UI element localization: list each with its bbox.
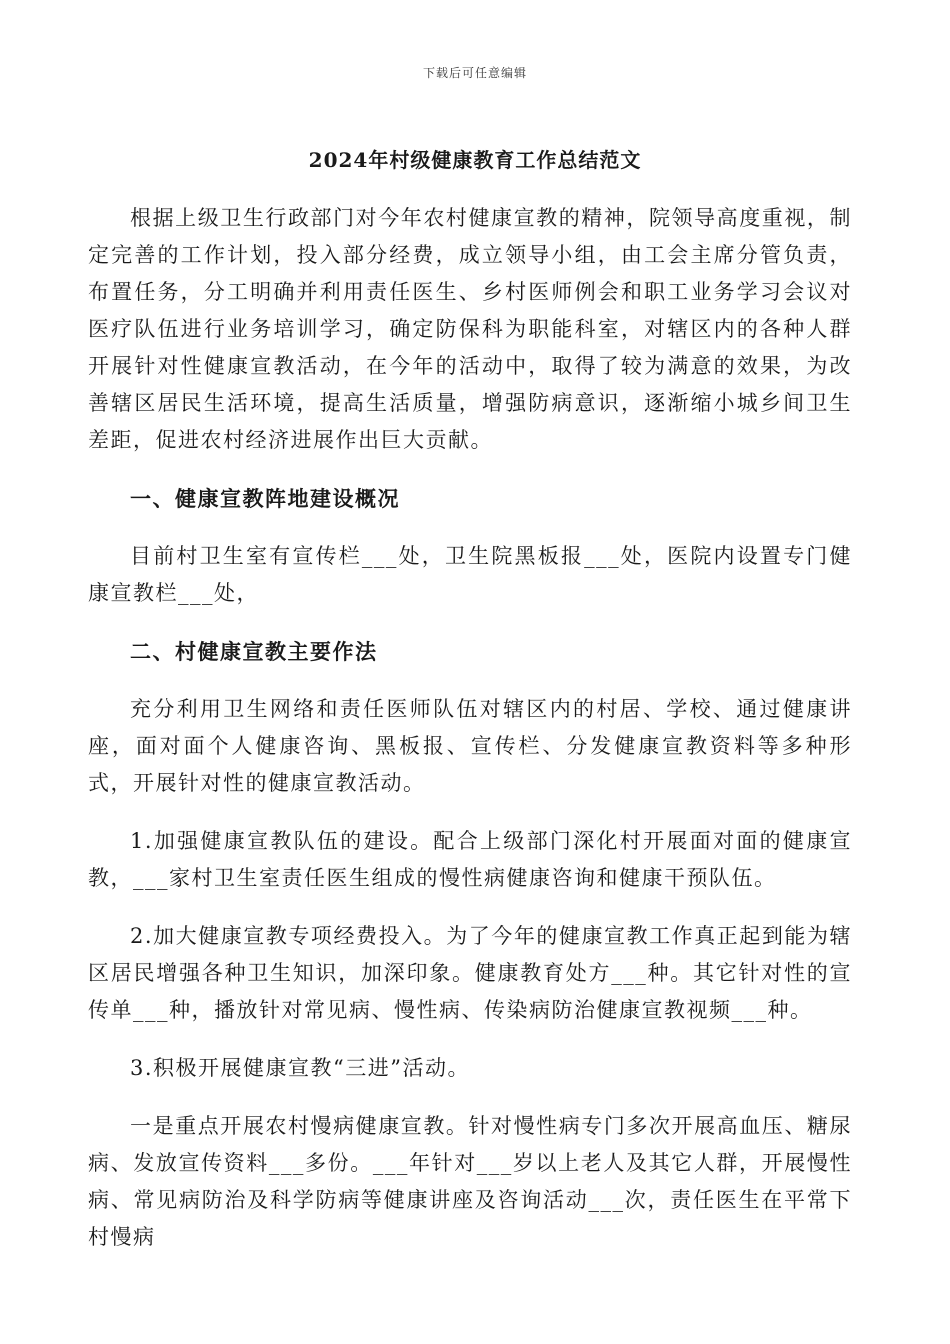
paragraph-item-1: 1.加强健康宣教队伍的建设。配合上级部门深化村开展面对面的健康宣教，___家村卫生室责任医生组成的慢性病健康咨询和健康干预队伍。 xyxy=(88,829,852,890)
section-heading-1: 一、健康宣教阵地建设概况 xyxy=(130,486,400,511)
paragraph-chronic-disease: 一是重点开展农村慢病健康宣教。针对慢性病专门多次开展高血压、糖尿病、发放宣传资料___多份。___年针对___岁以上老人及其它人群，开展慢性病、常见病防治及科学防病等健康讲座及咨询活动___次，责任医生在平常下村慢病 xyxy=(88,1114,852,1249)
document-title: 2024年村级健康教育工作总结范文 xyxy=(308,148,642,172)
section-heading-2: 二、村健康宣教主要作法 xyxy=(130,639,378,664)
paragraph-item-2: 2.加大健康宣教专项经费投入。为了今年的健康宣教工作真正起到能为辖区居民增强各种卫生知识，加深印象。健康教育处方___种。其它针对性的宣传单___种，播放针对常见病、慢性病、传染病防治健康宣教视频___种。 xyxy=(88,924,852,1022)
document-body xyxy=(88,200,852,1277)
paragraph-methods: 充分利用卫生网络和责任医师队伍对辖区内的村居、学校、通过健康讲座，面对面个人健康咨询、黑板报、宣传栏、分发健康宣教资料等多种形式，开展针对性的健康宣教活动。 xyxy=(88,697,852,795)
paragraph-intro: 根据上级卫生行政部门对今年农村健康宣教的精神，院领导高度重视，制定完善的工作计划，投入部分经费，成立领导小组，由工会主席分管负责，布置任务，分工明确并利用责任医生、乡村医师例会和职工业务学习会议对医疗队伍进行业务培训学习，确定防保科为职能科室，对辖区内的各种人群开展针对性健康宣教活动，在今年的活动中，取得了较为满意的效果，为改善辖区居民生活环境，提高生活质量，增强防病意识，逐渐缩小城乡间卫生差距，促进农村经济进展作出巨大贡献。 xyxy=(88,206,852,452)
paragraph-facilities: 目前村卫生室有宣传栏___处，卫生院黑板报___处，医院内设置专门健康宣教栏___处， xyxy=(88,544,852,605)
paragraph-item-3: 3.积极开展健康宣教“三进”活动。 xyxy=(130,1056,471,1080)
header-note: 下载后可任意编辑 xyxy=(422,66,527,80)
